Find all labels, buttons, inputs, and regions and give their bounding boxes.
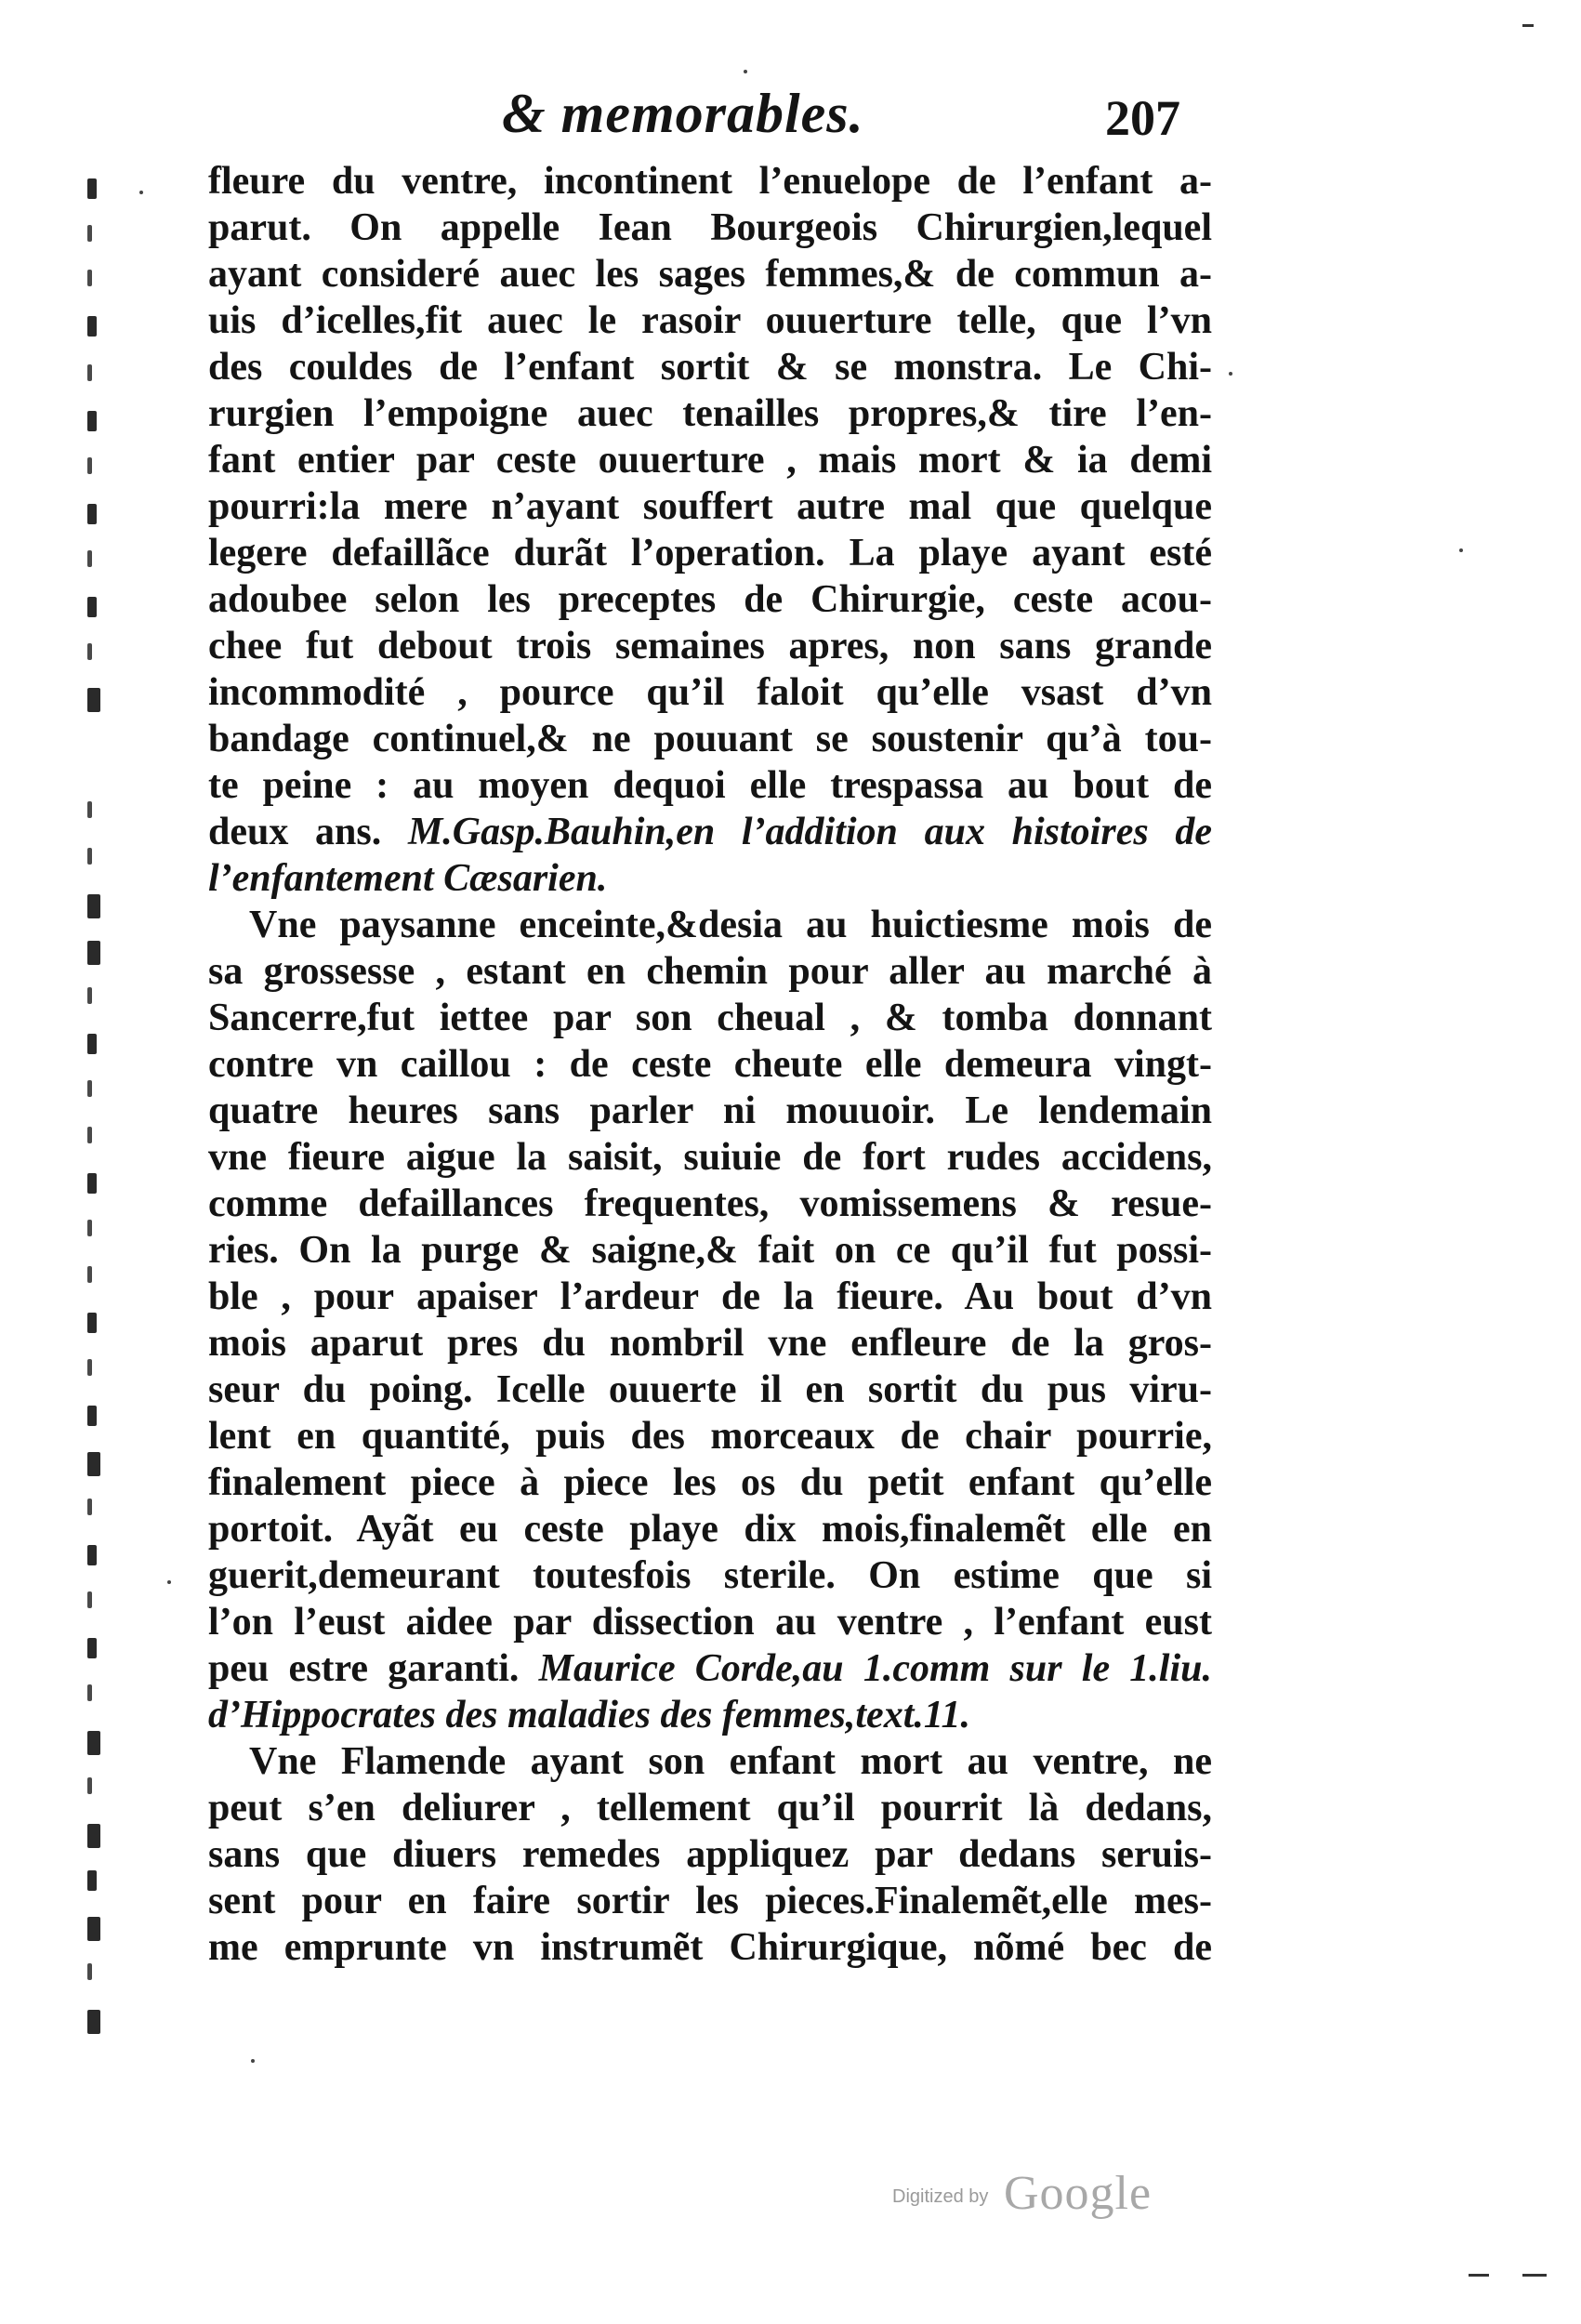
text-line: me emprunte vn instrumẽt Chirurgique, nõmé bec de — [208, 1926, 1212, 1969]
text-line: ayant consideré auec les sages femmes,& de commun a- — [208, 253, 1212, 296]
text-line: rurgien l’empoigne auec tenailles propres,& tire l’en- — [208, 392, 1212, 435]
text-line: Sancerre,fut iettee par son cheual , & tomba donnant — [208, 997, 1212, 1039]
running-title: & memorables. — [502, 83, 864, 144]
text-line: sent pour en faire sortir les pieces.Finalemẽt,elle mes- — [208, 1880, 1212, 1922]
text-line: fleure du ventre, incontinent l’enuelope de l’enfant a- — [208, 160, 1212, 203]
google-logo: Google — [1004, 2167, 1153, 2220]
text-line: parut. On appelle Iean Bourgeois Chirurgien,lequel — [208, 206, 1212, 249]
text-line: sans que diuers remedes appliquez par dedans seruis- — [208, 1833, 1212, 1876]
paragraph-start: Vne paysanne enceinte,&desia au huictiesme mois de — [249, 904, 1212, 946]
text-run: deux ans. — [208, 811, 382, 853]
text-line: ries. On la purge & saigne,& fait on ce qu’il fut possi- — [208, 1229, 1212, 1272]
text-line: incommodité , pource qu’il faloit qu’elle vsast d’vn — [208, 671, 1212, 714]
text-line: contre vn caillou : de ceste cheute elle demeura vingt- — [208, 1043, 1212, 1086]
citation-continuation: d’Hippocrates des maladies des femmes,text.11. — [208, 1694, 971, 1736]
body-text — [208, 158, 1212, 1971]
text-line: adoubee selon les preceptes de Chirurgie, ceste acou- — [208, 578, 1212, 621]
text-line: legere defaillãce durãt l’operation. La playe ayant esté — [208, 532, 1212, 574]
text-line-with-citation — [208, 1645, 1212, 1692]
page-header — [437, 82, 1180, 156]
scan-edge-mark — [1522, 24, 1534, 27]
text-line: bandage continuel,& ne pouuant se soustenir qu’à tou- — [208, 718, 1212, 760]
citation-bauhin: M.Gasp.Bauhin,en l’addition aux histoires de — [407, 811, 1213, 853]
text-run: peu estre garanti. — [208, 1647, 520, 1690]
page-number: 207 — [1105, 90, 1180, 146]
text-line: vne fieure aigue la saisit, suiuie de fort rudes accidens, — [208, 1136, 1212, 1179]
citation-continuation: l’enfantement Cæsarien. — [208, 857, 608, 900]
text-line: des couldes de l’enfant sortit & se monstra. Le Chi- — [208, 346, 1212, 389]
citation-corde: Maurice Corde,au 1.comm sur le 1.liu. — [538, 1647, 1212, 1690]
text-line: peut s’en deliurer , tellement qu’il pourrit là dedans, — [208, 1787, 1212, 1829]
text-line: portoit. Ayãt eu ceste playe dix mois,finalemẽt elle en — [208, 1508, 1212, 1551]
text-line: guerit,demeurant toutesfois sterile. On estime que si — [208, 1554, 1212, 1597]
text-line: comme defaillances frequentes, vomissemens & resue- — [208, 1182, 1212, 1225]
text-line: sa grossesse , estant en chemin pour aller au marché à — [208, 950, 1212, 993]
text-line: ble , pour apaiser l’ardeur de la fieure. Au bout d’vn — [208, 1275, 1212, 1318]
text-line: fant entier par ceste ouuerture , mais mort & ia demi — [208, 439, 1212, 482]
gutter-bleedthrough — [74, 167, 130, 2101]
text-line-with-citation — [208, 809, 1212, 855]
text-line: lent en quantité, puis des morceaux de chair pourrie, — [208, 1415, 1212, 1458]
text-line: pourri:la mere n’ayant souffert autre mal que quelque — [208, 485, 1212, 528]
text-line: chee fut debout trois semaines apres, non sans grande — [208, 625, 1212, 667]
watermark-prefix: Digitized by — [892, 2186, 989, 2207]
scan-edge-mark — [1522, 2274, 1547, 2277]
scan-edge-mark — [1469, 2274, 1489, 2277]
google-watermark — [892, 2166, 1208, 2222]
text-line: finalement piece à piece les os du petit enfant qu’elle — [208, 1461, 1212, 1504]
text-line: uis d’icelles,fit auec le rasoir ouuerture telle, que l’vn — [208, 299, 1212, 342]
text-line: seur du poing. Icelle ouuerte il en sortit du pus viru- — [208, 1368, 1212, 1411]
text-line: quatre heures sans parler ni mouuoir. Le lendemain — [208, 1089, 1212, 1132]
paragraph-start: Vne Flamende ayant son enfant mort au ventre, ne — [249, 1740, 1212, 1783]
text-line: te peine : au moyen dequoi elle trespassa au bout de — [208, 764, 1212, 807]
text-line: l’on l’eust aidee par dissection au ventre , l’enfant eust — [208, 1601, 1212, 1644]
text-line: mois aparut pres du nombril vne enfleure de la gros- — [208, 1322, 1212, 1365]
